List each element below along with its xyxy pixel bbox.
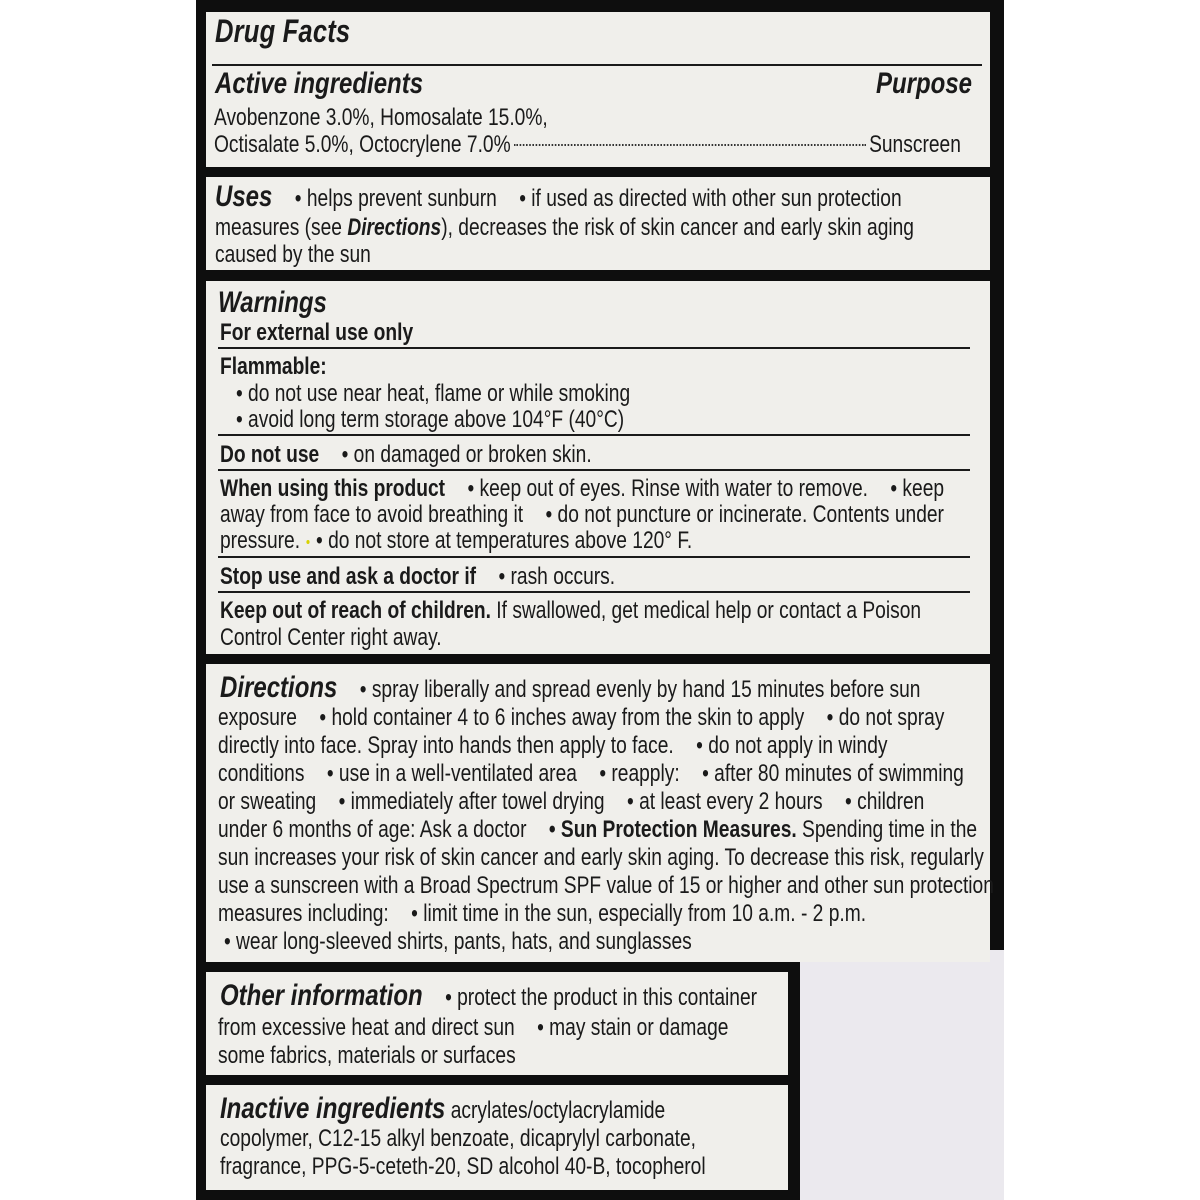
directions-line-6c: Spending time in the (796, 816, 978, 843)
warnings-box (206, 281, 990, 654)
flammable-heading: Flammable: (220, 353, 327, 380)
other-information-box (206, 972, 788, 1075)
warnings-heading: Warnings (218, 286, 327, 319)
when-using-line-3: pressure. (220, 527, 301, 554)
purpose-heading: Purpose (876, 67, 973, 100)
flammable-line-1: • do not use near heat, flame or while smoking (236, 380, 631, 407)
directions-line-4c: • reapply: (599, 760, 680, 787)
when-using-line-1b: • keep (890, 475, 945, 502)
active-line-1: Avobenzone 3.0%, Homosalate 15.0%, (214, 104, 548, 131)
active-ingredients-box (206, 12, 990, 167)
uses-text-1: • helps prevent sunburn (294, 185, 497, 212)
flammable-line-2: • avoid long term storage above 104°F (40°C) (236, 406, 625, 433)
sun-protection-heading: • Sun Protection Measures. (548, 816, 797, 843)
when-using-heading: When using this product (220, 475, 446, 502)
warnings-rule-1 (218, 347, 970, 349)
directions-heading: Directions (220, 671, 338, 704)
keep-out-line-1: If swallowed, get medical help or contact a Poison (490, 597, 922, 624)
do-not-use-heading: Do not use (220, 441, 320, 468)
external-use-text: For external use only (220, 319, 414, 346)
do-not-use-text: • on damaged or broken skin. (341, 441, 592, 468)
directions-line-5c: • at least every 2 hours (627, 788, 823, 815)
directions-line-9b: • limit time in the sun, especially from 10 a.m. - 2 p.m. (411, 900, 867, 927)
directions-line-1: • spray liberally and spread evenly by hand 15 minutes before sun (359, 676, 921, 703)
uses-text-3: caused by the sun (215, 241, 371, 268)
warnings-rule-3 (218, 469, 970, 471)
directions-line-9a: measures including: (218, 900, 389, 927)
directions-line-5d: • children (845, 788, 925, 815)
warnings-rule-5 (218, 591, 970, 593)
directions-line-2c: • do not spray (826, 704, 945, 731)
directions-line-10: • wear long-sleeved shirts, pants, hats, and sunglasses (224, 928, 692, 955)
active-ingredients-text: Octisalate 5.0%, Octocrylene 7.0% (214, 131, 511, 158)
inactive-line-1: acrylates/octylacrylamide (445, 1097, 666, 1124)
directions-line-3b: • do not apply in windy (696, 732, 888, 759)
inactive-ingredients-box (206, 1085, 788, 1190)
directions-line-2b: • hold container 4 to 6 inches away from the skin to apply (319, 704, 805, 731)
keep-out-line-2: Control Center right away. (220, 624, 442, 651)
directions-line-5a: or sweating (218, 788, 317, 815)
directions-line-8: use a sunscreen with a Broad Spectrum SPF value of 15 or higher and other sun protection (218, 872, 994, 899)
keep-out-heading: Keep out of reach of children. (220, 597, 491, 624)
directions-box (206, 664, 994, 962)
directions-line-3a: directly into face. Spray into hands then apply to face. (218, 732, 674, 759)
uses-heading: Uses (215, 180, 273, 213)
when-using-line-2: away from face to avoid breathing it (220, 501, 524, 528)
uses-text-2a: measures (see (215, 214, 348, 241)
active-line-2 (214, 131, 961, 158)
stop-use-text: • rash occurs. (498, 563, 616, 590)
drug-facts-title: Drug Facts (215, 13, 351, 49)
directions-line-5b: • immediately after towel drying (338, 788, 605, 815)
directions-line-6a: under 6 months of age: Ask a doctor (218, 816, 527, 843)
other-line-2b: • may stain or damage (537, 1014, 729, 1041)
directions-line-4b: • use in a well-ventilated area (326, 760, 577, 787)
warnings-rule-4 (218, 556, 970, 558)
inactive-line-2: copolymer, C12-15 alkyl benzoate, dicaprylyl carbonate, (220, 1125, 696, 1152)
inactive-line-3: fragrance, PPG-5-ceteth-20, SD alcohol 40-B, tocopherol (220, 1153, 706, 1180)
purpose-text: Sunscreen (869, 131, 961, 158)
when-using-line-1: • keep out of eyes. Rinse with water to remove. (467, 475, 868, 502)
other-line-2a: from excessive heat and direct sun (218, 1014, 515, 1041)
uses-text-1b: • if used as directed with other sun protection (519, 185, 902, 212)
inactive-ingredients-heading: Inactive ingredients (220, 1092, 446, 1125)
active-ingredients-heading: Active ingredients (215, 67, 424, 100)
when-using-line-2b: • do not puncture or incinerate. Contents under (545, 501, 944, 528)
print-speck (306, 540, 309, 544)
leader-dots (514, 144, 866, 146)
directions-line-4d: • after 80 minutes of swimming (702, 760, 964, 787)
other-line-1: • protect the product in this container (445, 984, 758, 1011)
other-line-3: some fabrics, materials or surfaces (218, 1042, 516, 1069)
warnings-rule-2 (218, 434, 970, 436)
when-using-line-3b: • do not store at temperatures above 120° F. (316, 527, 693, 554)
other-information-heading: Other information (220, 979, 423, 1012)
directions-line-4a: conditions (218, 760, 305, 787)
directions-line-2a: exposure (218, 704, 297, 731)
stop-use-heading: Stop use and ask a doctor if (220, 563, 477, 590)
directions-line-7: sun increases your risk of skin cancer and early skin aging. To decrease this risk, regularly (218, 844, 984, 871)
uses-text-2c: ), decreases the risk of skin cancer and early skin aging (441, 214, 914, 241)
title-rule (212, 64, 982, 66)
uses-box (206, 177, 990, 270)
uses-directions-ref: Directions (347, 214, 442, 241)
